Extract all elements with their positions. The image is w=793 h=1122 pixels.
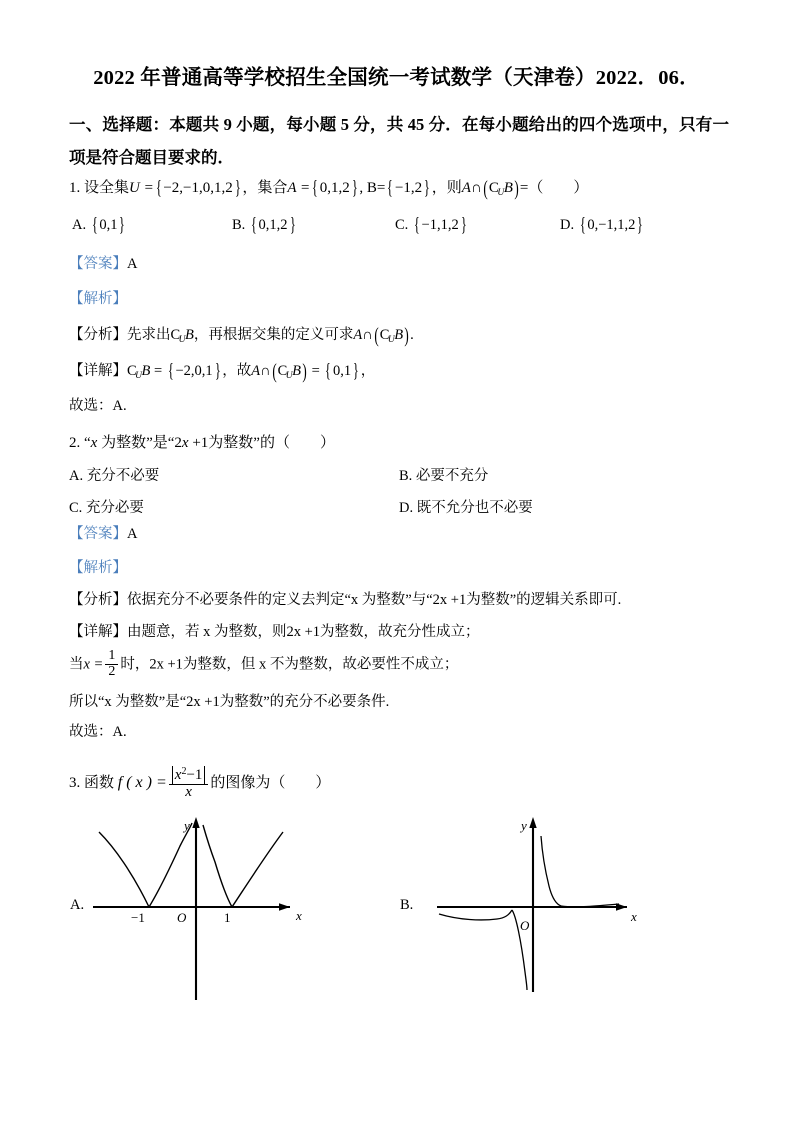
num-exponent: 2 [181, 766, 187, 777]
option-letter: D. [560, 217, 575, 233]
analysis-a: A [353, 327, 363, 343]
analysis-text-1: 先求出 [127, 327, 171, 343]
analysis-label: 【分析】 [69, 592, 127, 608]
complement-b: B [185, 327, 194, 343]
option-value: 0,1 [99, 217, 118, 233]
question-1-option-b[interactable]: B. { 0,1,2} [232, 214, 296, 236]
q2-coef: 2 [174, 435, 182, 451]
intersection-icon: ∩ [362, 327, 373, 343]
complement-c: C [379, 327, 389, 343]
answer-value: A [127, 526, 138, 542]
complement-symbol [278, 361, 293, 387]
detail-text: 由题意，若 x 为整数，则2x +1为整数，故充分性成立； [127, 624, 480, 640]
section-heading: 一、选择题：本题共 9 小题，每小题 5 分，共 45 分．在每小题给出的四个选项中，只有一项是符合题目要求的． [69, 115, 729, 167]
q2-open-quote: “ [84, 435, 91, 451]
question-2-answer [69, 524, 137, 545]
graph-a-x-label: x [296, 908, 302, 923]
detail-set-1: −2,0,1 [175, 363, 213, 379]
graph-option-a[interactable] [85, 812, 315, 1017]
option-letter: A. [72, 217, 87, 233]
num-var: x [174, 767, 182, 783]
graph-a-y-label: y [184, 818, 190, 833]
question-1-option-d[interactable]: D. { 0,−1,1,2} [560, 214, 644, 236]
page-title: 2022 年普通高等学校招生全国统一考试数学（天津卷）2022．06． [93, 67, 700, 89]
question-1-analysis: 【分析】先求出$C_UB$，再根据交集的定义可求$A\cap(C_UB)$. [69, 325, 414, 351]
question-3-number: 3. [69, 774, 81, 791]
question-3-fraction [169, 766, 209, 801]
when-tail: 时，2x +1为整数，但 x 不为整数，故必要性不成立； [120, 656, 459, 673]
question-2-detail [69, 622, 480, 643]
question-2-option-d[interactable] [399, 496, 533, 517]
question-2-option-b[interactable] [399, 464, 488, 485]
detail-label: 【详解】 [69, 624, 127, 640]
detail-label: 【详解】 [69, 363, 127, 379]
complement-subscript: U [497, 188, 504, 198]
absolute-value-bars [172, 766, 206, 784]
question-1-stem-prefix: 设全集 [84, 180, 130, 196]
option-text: 必要不充分 [415, 468, 489, 484]
intersection-icon: ∩ [470, 180, 482, 196]
complement-symbol [171, 325, 186, 351]
question-2-stem [69, 433, 335, 454]
question-2-option-a[interactable] [69, 464, 159, 485]
detail-a: A [251, 363, 261, 379]
detail-tail: ， [360, 363, 376, 379]
complement-b: B [141, 363, 151, 379]
question-2-when-line [69, 650, 458, 680]
question-1-complement-b: B [503, 180, 513, 196]
graph-a-tick-left: −1 [131, 910, 145, 925]
question-3-suffix: 的图像为（ ） [210, 774, 331, 791]
question-1-a: A = [287, 180, 311, 196]
complement-symbol [380, 325, 395, 351]
option-letter: A. [69, 468, 84, 484]
num-rest: −1 [186, 767, 203, 783]
option-value: −1,1,2 [421, 217, 459, 233]
complement-subscript: U [178, 335, 186, 345]
question-2-conclusion: 所以“x 为整数”是“2x +1为整数”的充分不必要条件. [69, 694, 390, 710]
option-value: 0,−1,1,2 [587, 217, 636, 233]
answer-value: A [127, 256, 138, 272]
analysis-text-2: ，再根据交集的定义可求 [193, 327, 354, 343]
question-1-b-set: −1,2 [394, 180, 423, 196]
complement-subscript: U [135, 371, 142, 381]
question-2-choose: 故选：A. [69, 724, 127, 740]
fraction-numerator: 1 [105, 649, 118, 665]
question-1-a-set: 0,1,2 [319, 180, 350, 196]
question-1-u-set: −2,−1,0,1,2 [163, 180, 233, 196]
complement-b: B [292, 363, 301, 379]
question-1-choose: 故选：A. [69, 398, 127, 414]
fraction-numerator [169, 766, 209, 785]
q2-var-x2: x [181, 435, 189, 451]
when-prefix: 当 [69, 656, 84, 673]
option-letter: C. [69, 500, 83, 516]
intersection-icon: ∩ [260, 363, 271, 379]
question-1-answer [69, 254, 137, 275]
complement-c: C [127, 363, 137, 379]
question-1-explain-label: 【解析】 [69, 291, 127, 307]
question-1-detail: 【详解】$C_UB$ = { −2,0,1} ，故$A\cap(C_UB)$ = { 0,1} ， [69, 361, 375, 387]
complement-b: B [394, 327, 404, 343]
graph-option-b[interactable] [415, 812, 650, 1032]
graph-b-y-label: y [521, 818, 527, 833]
complement-c: C [277, 363, 287, 379]
complement-symbol [489, 178, 504, 204]
option-text: 既不允分也不必要 [416, 500, 533, 516]
option-letter: D. [399, 500, 414, 516]
q2-rest-1: 为整数”是“ [101, 435, 175, 451]
question-1-stem-mid: ，集合 [242, 180, 288, 196]
question-3-fx: f ( x ) = [117, 773, 167, 791]
answer-label: 【答案】 [69, 256, 127, 272]
question-1-stem: 1. 设全集U ={ −2,−1,0,1,2} ，集合A ={ 0,1,2} , B={ −1,2} ，则$A\cap(C_UB)=$（ ） [69, 178, 588, 204]
question-1-b-label: , B= [359, 180, 386, 196]
question-2-analysis [69, 590, 621, 611]
answer-label: 【答案】 [69, 526, 127, 542]
option-text: 充分不必要 [86, 468, 160, 484]
complement-c: C [488, 180, 499, 196]
fraction-denominator: x [185, 784, 192, 801]
graph-b-x-label: x [631, 909, 637, 924]
graph-a-tick-right: 1 [224, 910, 231, 925]
complement-symbol [127, 361, 142, 387]
complement-subscript: U [285, 371, 293, 381]
detail-set-2: 0,1 [333, 363, 352, 379]
detail-mid: ，故 [222, 363, 252, 379]
question-1-number: 1. [69, 180, 81, 196]
option-letter: B. [232, 217, 246, 233]
question-1-option-a[interactable]: A. { 0,1} [72, 214, 126, 236]
question-1-u: U = [129, 180, 154, 196]
question-1-equals: =（ ） [519, 180, 589, 196]
question-3-prefix: 函数 [84, 774, 115, 791]
analysis-text: 依据充分不必要条件的定义去判定“x 为整数”与“2x +1为整数”的逻辑关系即可. [127, 592, 622, 608]
complement-subscript: U [387, 335, 395, 345]
option-letter: C. [395, 217, 409, 233]
complement-c: C [170, 327, 180, 343]
fraction-denominator: 2 [108, 663, 116, 679]
option-letter: B. [399, 468, 413, 484]
fraction-one-half [105, 649, 118, 679]
question-1-expr-a: A [461, 180, 471, 196]
analysis-label: 【分析】 [69, 327, 127, 343]
question-2-option-c[interactable] [69, 496, 144, 517]
when-var: x = [83, 656, 104, 673]
question-3-option-a-letter[interactable]: A. [70, 897, 85, 913]
graph-a-origin-label: O [177, 910, 187, 925]
question-1-option-c[interactable]: C. { −1,1,2} [395, 214, 467, 236]
question-1-stem-then: ，则 [431, 180, 462, 196]
question-3-option-b-letter[interactable]: B. [400, 897, 414, 913]
analysis-text-3: . [410, 327, 414, 343]
question-2-number: 2. [69, 435, 81, 451]
option-text: 充分必要 [85, 500, 144, 516]
graph-b-origin-label: O [520, 918, 530, 933]
q2-rest-2: +1为整数”的（ ） [192, 435, 335, 451]
question-2-explain-label: 【解析】 [69, 560, 127, 576]
option-value: 0,1,2 [258, 217, 288, 233]
question-3-stem [69, 766, 330, 801]
q2-var-x: x [90, 435, 98, 451]
